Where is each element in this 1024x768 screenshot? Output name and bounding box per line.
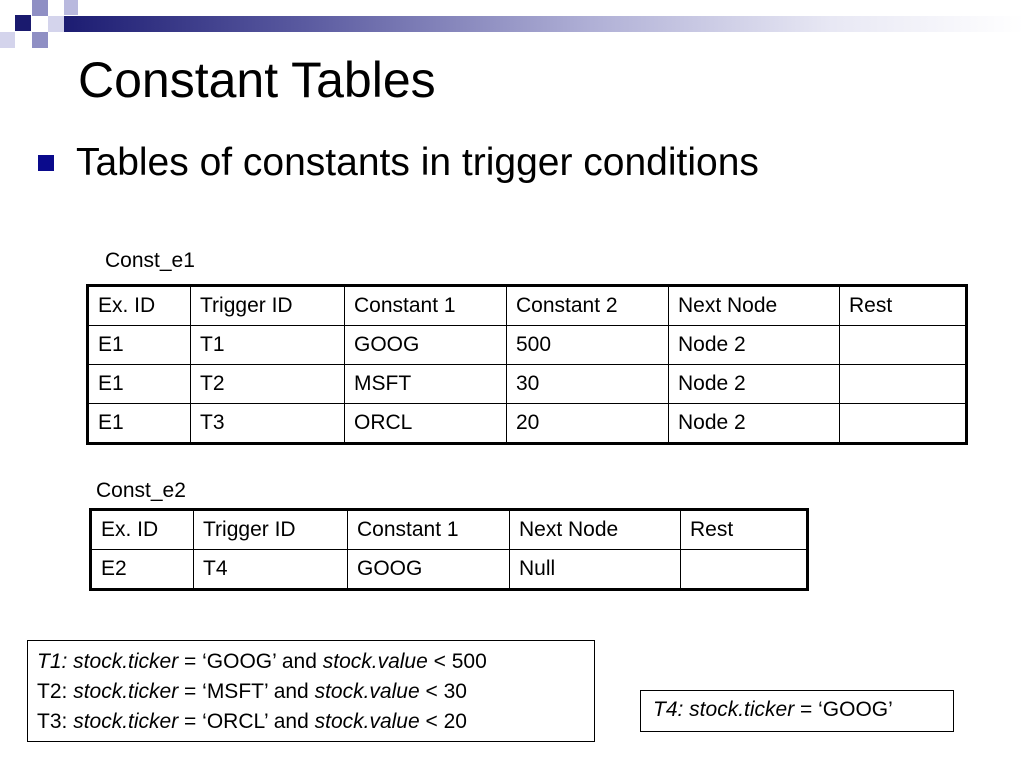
header-cell: Constant 1: [348, 510, 510, 550]
table-cell: T1: [191, 326, 345, 365]
header-cell: Next Node: [510, 510, 681, 550]
square-bullet-icon: [38, 155, 54, 171]
table-cell: 30: [507, 365, 669, 404]
table-cell: [681, 550, 808, 590]
header-decoration-square: [64, 0, 78, 15]
header-cell: Ex. ID: [91, 510, 194, 550]
header-cell: Trigger ID: [194, 510, 348, 550]
table-row: [88, 404, 967, 444]
table-cell: Node 2: [669, 404, 840, 444]
header-cell: Next Node: [669, 286, 840, 326]
trigger-condition-line: [37, 677, 594, 707]
table-caption-const-e2: Const_e2: [96, 479, 186, 502]
table-cell: Node 2: [669, 365, 840, 404]
table-cell: T4: [194, 550, 348, 590]
note-text: T2:: [37, 680, 74, 703]
table-row: [88, 365, 967, 404]
note-text: = ‘MSFT’ and: [178, 680, 315, 703]
table-cell: E1: [88, 326, 191, 365]
trigger-conditions-box: [27, 640, 595, 742]
note-text: = ‘GOOG’: [794, 698, 893, 721]
table-cell: MSFT: [345, 365, 507, 404]
table-cell: T3: [191, 404, 345, 444]
note-text: stock.ticker: [73, 710, 179, 733]
header-gradient-bar: [64, 16, 1024, 32]
table-cell: E1: [88, 365, 191, 404]
bullet-item: [38, 138, 759, 188]
header-cell: Ex. ID: [88, 286, 191, 326]
table-header-row: [88, 286, 967, 326]
header-cell: Trigger ID: [191, 286, 345, 326]
note-text: = ‘GOOG’ and: [178, 650, 323, 673]
table-row: [88, 326, 967, 365]
header-decoration-square: [48, 16, 64, 32]
table-row: [91, 550, 808, 590]
note-text: T4: stock.ticker: [653, 698, 795, 721]
note-text: stock.ticker: [73, 680, 179, 703]
header-cell: Rest: [681, 510, 808, 550]
header-decoration-square: [32, 32, 48, 48]
table-cell: T2: [191, 365, 345, 404]
table-cell: GOOG: [348, 550, 510, 590]
header-decoration-square: [32, 0, 48, 16]
const-e2-table: [89, 508, 809, 591]
slide-title: Constant Tables: [78, 52, 436, 108]
table-cell: GOOG: [345, 326, 507, 365]
trigger-condition-line: [37, 707, 594, 737]
header-cell: Constant 2: [507, 286, 669, 326]
note-text: = ‘ORCL’ and: [178, 710, 315, 733]
table-cell: 500: [507, 326, 669, 365]
note-text: T3:: [37, 710, 74, 733]
trigger-t4-box: [640, 690, 954, 732]
table-cell: 20: [507, 404, 669, 444]
header-decoration-square: [15, 15, 31, 31]
trigger-condition-line: [37, 647, 594, 677]
table-cell: E2: [91, 550, 194, 590]
note-text: T1: stock.ticker: [37, 650, 179, 673]
note-text: stock.value: [314, 680, 420, 703]
table-cell: [840, 404, 967, 444]
const-e1-table: [86, 284, 968, 445]
note-text: stock.value: [314, 710, 420, 733]
header-cell: Rest: [840, 286, 967, 326]
table-caption-const-e1: Const_e1: [105, 249, 195, 272]
table-cell: [840, 365, 967, 404]
table-header-row: [91, 510, 808, 550]
table-cell: ORCL: [345, 404, 507, 444]
note-text: < 30: [419, 680, 467, 703]
note-text: < 20: [419, 710, 467, 733]
note-text: stock.value: [322, 650, 428, 673]
table-cell: [840, 326, 967, 365]
table-cell: E1: [88, 404, 191, 444]
table-cell: Node 2: [669, 326, 840, 365]
note-text: < 500: [427, 650, 487, 673]
header-decoration-square: [0, 32, 15, 48]
table-cell: Null: [510, 550, 681, 590]
header-cell: Constant 1: [345, 286, 507, 326]
bullet-text: Tables of constants in trigger conditions: [76, 141, 759, 184]
